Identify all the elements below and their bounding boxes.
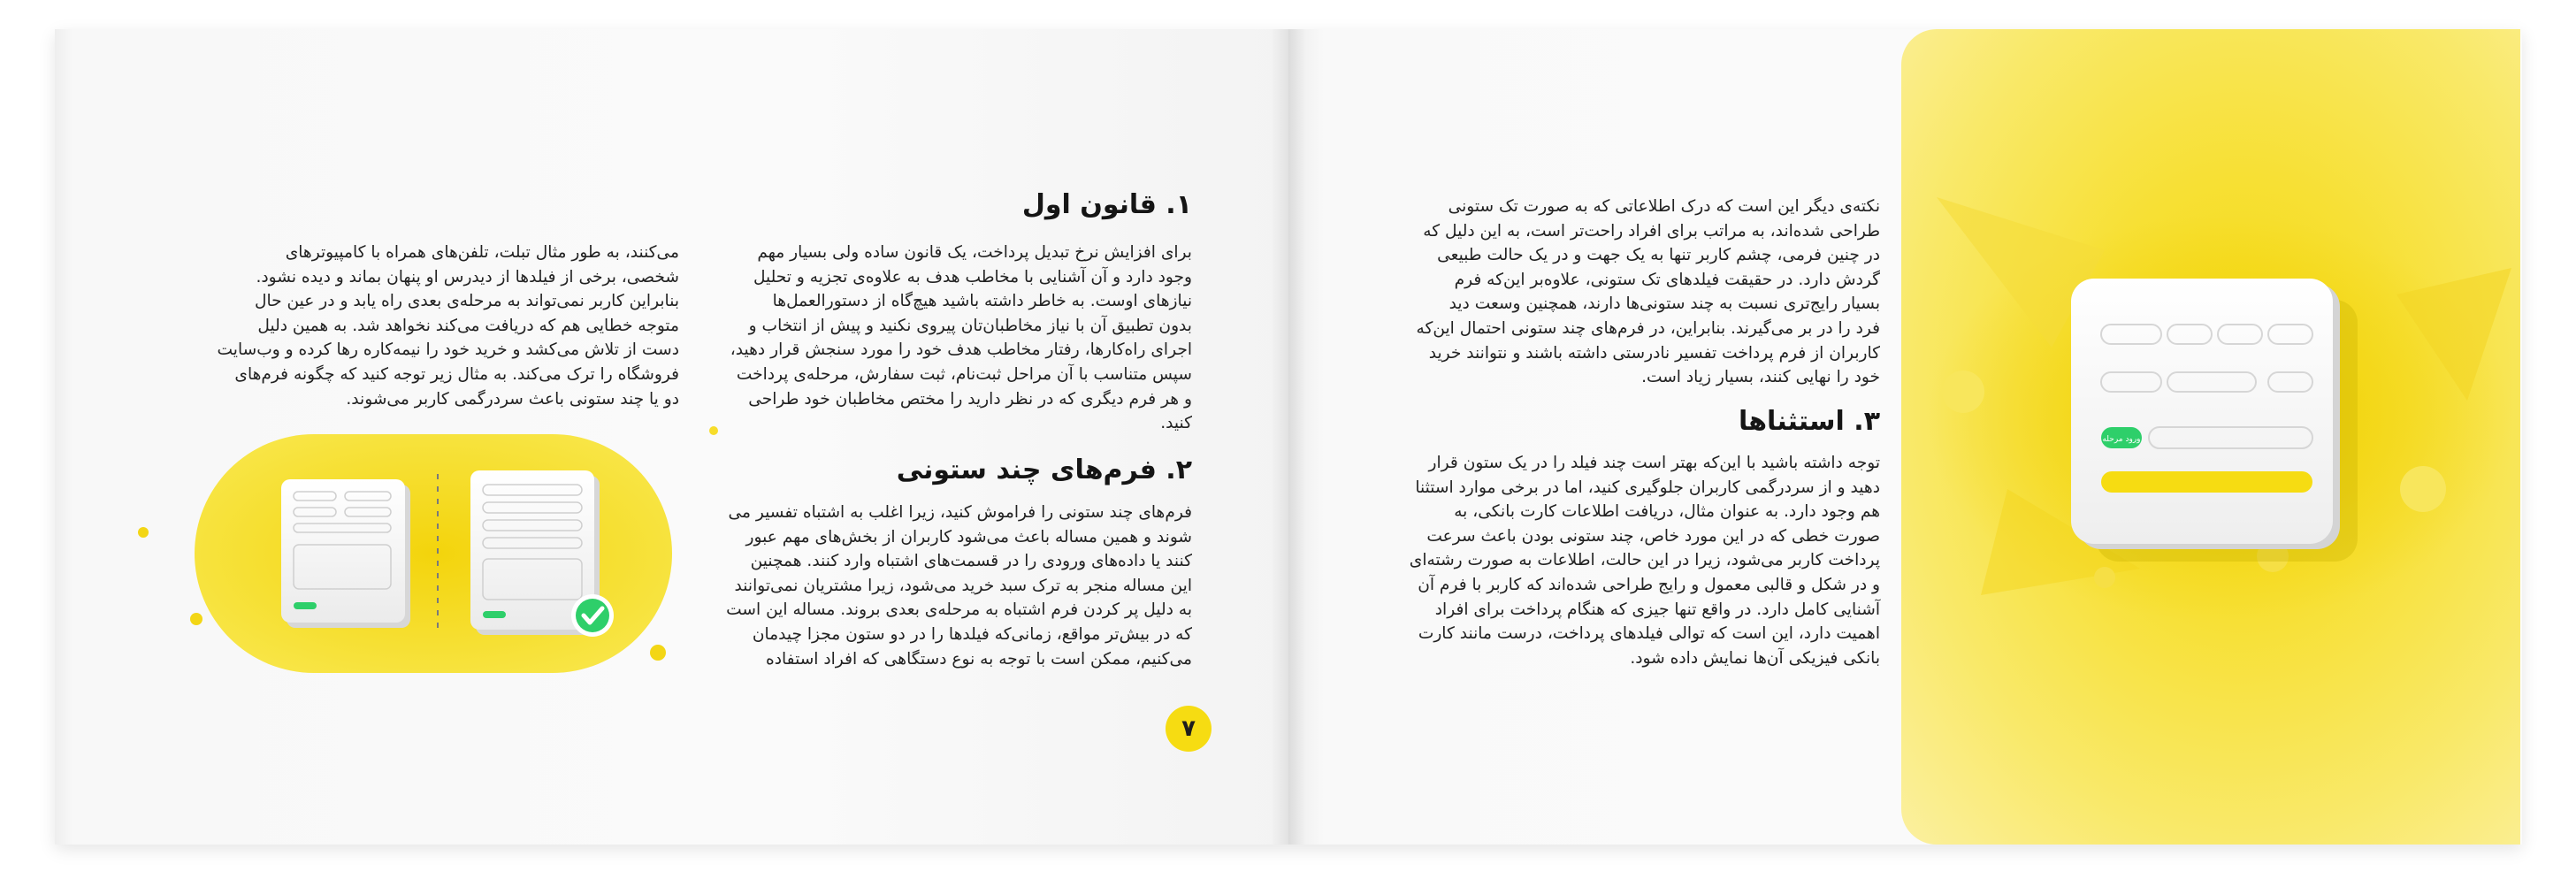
section3-line: توجه داشته باشید با این‌که بهتر است چند فیلد را در یک ستون قرار xyxy=(1428,454,1880,472)
yellow-illustration-panel xyxy=(1901,29,2520,845)
section3-line: آشنایی کامل دارد. در واقع تنها جیزی که هنگام پرداخت برای افراد xyxy=(1434,600,1880,619)
section2-continued-line: دو یا چند ستونی باعث سردرگمی کاربر می‌شوند. xyxy=(346,389,679,409)
section1-line: و هر فرم دیگری که در نظر دارید را مختص مخاطبان خود طراحی xyxy=(748,389,1192,409)
intro-line: کاربران از فرم پرداخت تفسیر نادرستی داشته باشند و نتوانند خرید xyxy=(1428,343,1880,363)
section2-line: که در بیش‌تر مواقع، زمانی‌که فیلدها را در دو ستون مجزا چیدمان xyxy=(752,624,1192,644)
section2-continued-line: دست از تلاش می‌کشد و خرید خود را نیمه‌کاره رها کرده و وب‌سایت xyxy=(217,340,679,360)
intro-line: در چنین فرمی، چشم کاربر تنها به یک جهت و در یک حالت طبیعی xyxy=(1437,246,1880,265)
check-badge-icon xyxy=(571,594,614,637)
section3-line: پرداخت کاربر می‌شود، زیرا در این حالت، اطلاعات به صورت رشته‌ای xyxy=(1409,551,1880,570)
section1-line: اجرای راه‌کارها، رفتار مخاطب هدف خود را مورد سنجش قرار دهید، xyxy=(730,340,1192,360)
section1-line: کنید. xyxy=(1160,414,1192,433)
book-gutter xyxy=(1271,29,1306,845)
page-number: ۷ xyxy=(1166,706,1212,752)
section3-line: دهید و از سردرگمی کاربران جلوگیری کنید، اما در برخی موارد استثنا xyxy=(1415,478,1880,497)
green-submit-button xyxy=(294,602,317,609)
green-submit-button xyxy=(483,611,506,618)
section2-line: کنند یا داده‌های ورودی را در قسمت‌های اشتباه وارد کنند. همچنین xyxy=(750,552,1192,571)
section2-line: این مساله منجر به ترک سبد خرید می‌شود، زیرا مشتریان نمی‌توانند xyxy=(734,576,1192,595)
section2-continued-line: فروشگاه را ترک می‌کند. به مثال زیر توجه کنید که چگونه فرم‌های xyxy=(234,364,679,384)
section1-line: نیازهای اوست. به خاطر داشته باشید هیچ‌گاه از دستورالعمل‌ها xyxy=(772,292,1192,311)
section1-title: ۱. قانون اول xyxy=(1021,189,1192,220)
green-button-label: ورود مرحله xyxy=(2102,435,2141,444)
intro-line: گردش دارد. در حقیقت فیلدهای تک ستونی، علاوه‌بر این‌که فرم xyxy=(1454,270,1880,289)
yellow-pill-backdrop xyxy=(195,434,672,673)
intro-line: نکته‌ی دیگر این است که درک اطلاعاتی که به صورت تک ستونی xyxy=(1448,197,1880,216)
section2-continued-line: بنابراین کاربر نمی‌تواند به مرحله‌ی بعدی راه یابد و در عین حال xyxy=(254,292,679,311)
section3-line: و در شکل و قالبی معمول و رایج طراحی شده‌اند که کاربر با فرم آن xyxy=(1418,575,1880,594)
section3-line: هم وجود دارد. به عنوان مثال، دریافت اطلاعات کارت بانکی، به xyxy=(1454,502,1880,522)
section2-continued-line: می‌کنند، به طور مثال تبلت، تلفن‌های همراه با کامپیوترهای xyxy=(285,243,679,262)
section1-body xyxy=(730,241,1192,436)
section2-line: شوند و همین مساله باعث می‌شود کاربران از بخش‌های مهم عبور xyxy=(745,527,1192,547)
section3-line: صورت خطی که در این مورد خاص، چند ستونی بودن باعث سرعت xyxy=(1426,526,1880,546)
decor-sphere xyxy=(2094,567,2115,588)
decor-dot xyxy=(650,645,666,661)
single-column-form-illustration xyxy=(1901,29,2520,845)
section2-line: می‌کنیم، ممکن است با توجه به نوع دستگاهی که افراد استفاده xyxy=(766,649,1192,669)
form-card xyxy=(2071,279,2333,544)
decor-dot xyxy=(709,426,718,435)
section3-title: ۳. استثناها xyxy=(1738,406,1880,437)
section3-line: اهمیت دارد، این است که توالی فیلدهای پرداخت، درست مانند کارت xyxy=(1418,624,1880,644)
section2-title: ۲. فرم‌های چند ستونی xyxy=(896,455,1192,485)
two-column-form-card xyxy=(281,479,410,628)
section2-line: فرم‌های چند ستونی را فراموش کنید، زیرا اغلب به اشتباه تفسیر می xyxy=(728,503,1192,522)
intro-body xyxy=(1417,195,1880,390)
intro-line: طراحی شده‌اند، به مراتب برای افراد راحت‌تر است، به این دلیل که xyxy=(1423,221,1880,241)
section1-line: سپس متناسب با آن مراحل ثبت‌نام، ثبت سفارش، مرحله‌ی پرداخت xyxy=(736,364,1192,384)
intro-line: بسیار رایج‌تری نسبت به چند ستونی‌ها دارند، همچنین وسعت دید xyxy=(1449,294,1880,314)
decor-dot xyxy=(190,613,203,625)
section2-body xyxy=(726,501,1192,671)
section2-continued-line: شخصی، برخی از فیلدها از دیدرس او پنهان بماند و دیده نشود. xyxy=(256,267,679,287)
section1-line: بدون تطبیق آن با نیاز مخاطبان‌تان پیروی نکنید و پیش از انتخاب و xyxy=(748,316,1192,335)
section3-body xyxy=(1410,451,1880,670)
section2-continued-body xyxy=(218,241,679,411)
intro-line: فرد را در بر می‌گیرند. بنابراین، در فرم‌های چند ستونی احتمال این‌که xyxy=(1416,318,1880,338)
section3-line: بانکی فیزیکی آن‌ها نمایش داده شود. xyxy=(1630,648,1880,668)
intro-line: خود را نهایی کنند، بسیار زیاد است. xyxy=(1641,368,1880,387)
section2-continued-line: متوجه خطایی هم که دریافت می‌کند نخواهد شد. به همین دلیل xyxy=(257,316,679,335)
decor-sphere xyxy=(1942,371,1984,413)
decor-sphere xyxy=(2400,466,2446,512)
multi-column-forms-illustration xyxy=(124,430,690,686)
section1-line: وجود دارد و آن آشنایی با مخاطب هدف به علاوه‌ی تجزیه و تحلیل xyxy=(753,267,1192,287)
section1-line: برای افزایش نرخ تبدیل پرداخت، یک قانون ساده ولی بسیار مهم xyxy=(757,243,1192,262)
section2-line: به دلیل پر کردن فرم اشتباه به مرحله‌ی بعدی بروند. مساله این است xyxy=(726,600,1192,620)
decor-dot xyxy=(138,527,149,538)
yellow-submit-bar xyxy=(2101,471,2312,493)
